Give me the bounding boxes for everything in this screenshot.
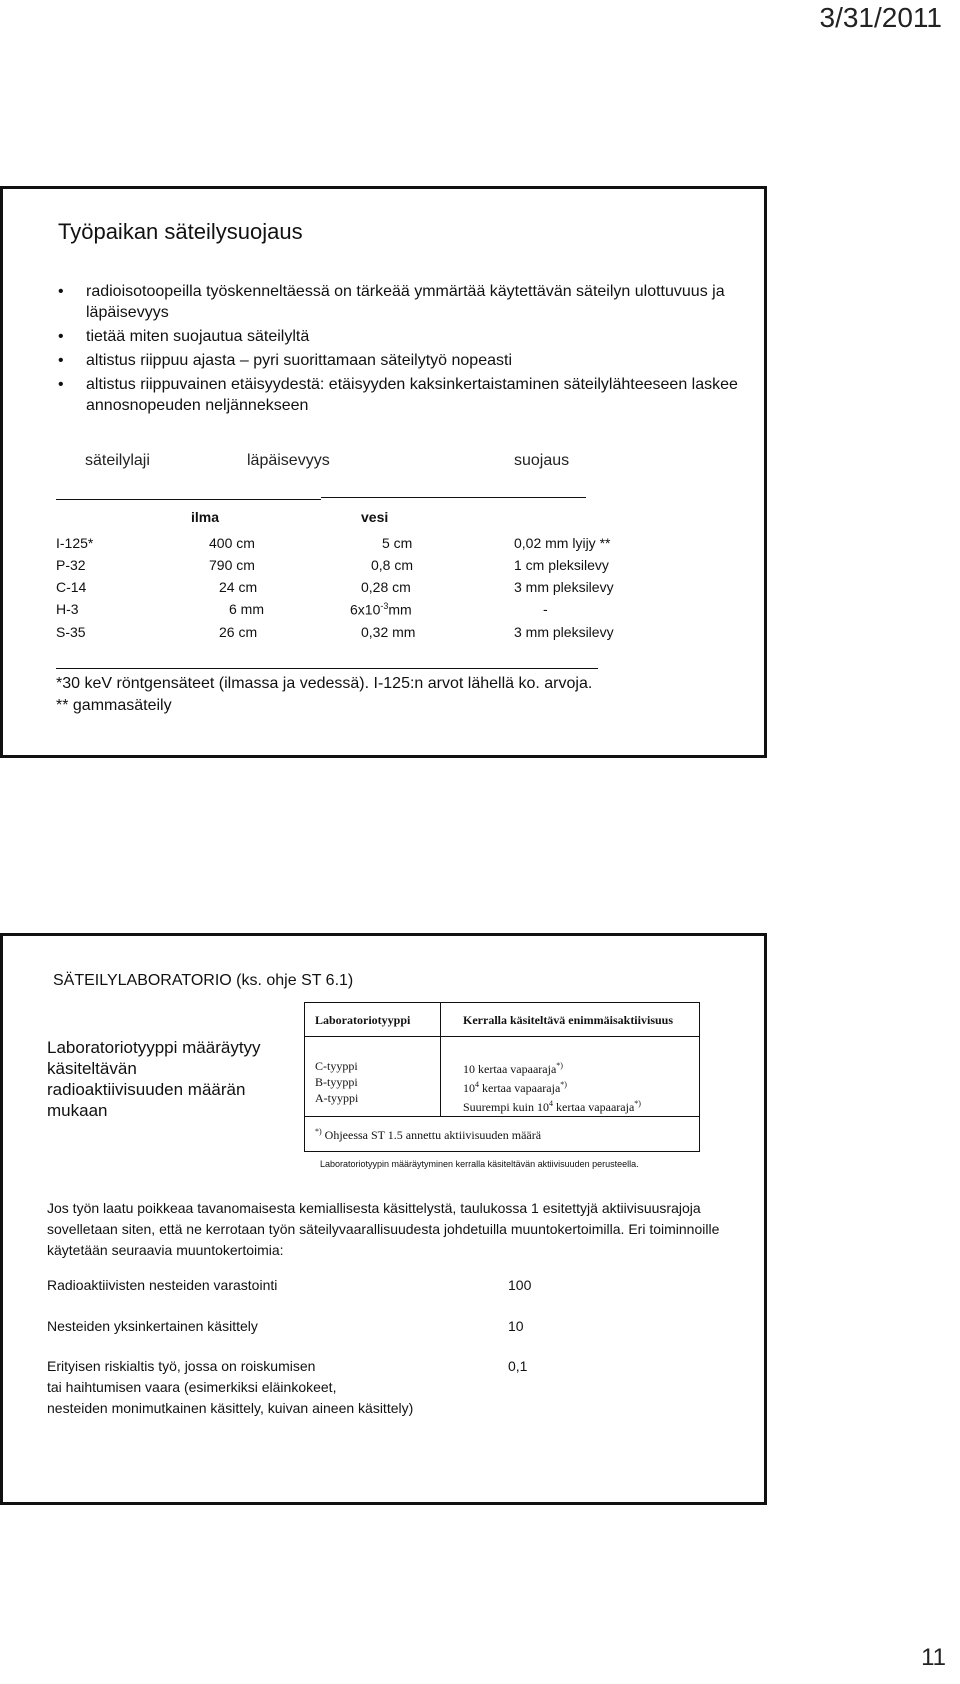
table-rule (305, 1116, 699, 1117)
bullet-item: • tietää miten suojautua säteilyltä (58, 326, 738, 347)
activity-cell: Suurempi kuin $10^4$ kertaa vapaaraja*) (463, 1099, 641, 1114)
cell-water: 0,28 cm (361, 579, 411, 595)
table-caption: Laboratoriotyypin määräytyminen kerralla käsiteltävän aktiivisuuden perusteella. (320, 1159, 639, 1169)
lab-type-cell: B-tyyppi (315, 1075, 358, 1089)
cell-shielding: 3 mm pleksilevy (514, 579, 614, 595)
bullet-item: • altistus riippuu ajasta – pyri suorittamaan säteilytyö nopeasti (58, 350, 738, 371)
cell-isotope: I-125* (56, 535, 94, 551)
lab-type-description: Laboratoriotyyppi määräytyy käsiteltävän radioaktiivisuuden määrän mukaan (47, 1038, 261, 1120)
bullet-item: • altistus riippuvainen etäisyydestä: etäisyyden kaksinkertaistaminen säteilylähteeseen laskee annosnopeuden neljännekseen (58, 374, 738, 416)
factor-value: 10 (508, 1318, 524, 1334)
cell-water: $6x10^{-3}mm$ (350, 601, 412, 618)
cell-water: 0,32 mm (361, 624, 416, 640)
factor-label: Erityisen riskialtis työ, jossa on roiskumisen tai haihtumisen vaara (esimerkiksi eläinkokeet, nesteiden monimutkainen käsittely, kuivan aineen käsittely) (47, 1358, 414, 1416)
table-rule (56, 499, 321, 500)
factor-label: Radioaktiivisten nesteiden varastointi (47, 1277, 278, 1293)
activity-list (463, 1058, 641, 1115)
col-header-type: säteilylaji (85, 452, 150, 469)
footnote: ** gammasäteily (56, 697, 172, 714)
cell-isotope: P-32 (56, 557, 86, 573)
col-header-penetration: läpäisevyys (247, 452, 330, 469)
lab-type-cell: A-tyyppi (315, 1091, 359, 1105)
paragraph: Jos työn laatu poikkeaa tavanomaisesta kemiallisesta käsittelystä, taulukossa 1 esitettyjä aktiivisuusrajoja sovelletaan siten, että ne kerrotaan työn säteilyvaarallisuudesta johdetuilla muuntokertoimilla. Eri toiminnoille käytetään seuraavia muuntokertoimia: (47, 1200, 720, 1258)
cell-shielding: - (543, 601, 548, 617)
factor-label: Nesteiden yksinkertainen käsittely (47, 1318, 258, 1334)
slide-title: SÄTEILYLABORATORIO (ks. ohje ST 6.1) (53, 972, 354, 989)
cell-air: 790 cm (209, 557, 255, 573)
lab-type-cell: C-tyyppi (315, 1059, 358, 1073)
activity-cell: 10 kertaa vapaaraja*) (463, 1061, 563, 1076)
lab-type-list (315, 1058, 358, 1106)
col-header-shielding: suojaus (514, 452, 570, 469)
subheader-water: vesi (361, 509, 389, 525)
col-header-max-activity: Kerralla käsiteltävä enimmäisaktiivisuus (463, 1013, 673, 1027)
footnote: *30 keV röntgensäteet (ilmassa ja vedessä). I-125:n arvot lähellä ko. arvoja. (56, 675, 593, 692)
activity-cell: $10^4$ kertaa vapaaraja*) (463, 1080, 567, 1095)
cell-air: 26 cm (219, 624, 258, 640)
table-divider (440, 1003, 441, 1116)
lab-type-table (304, 1002, 700, 1152)
table-rule (305, 1036, 699, 1037)
cell-shielding: 1 cm pleksilevy (514, 557, 609, 573)
cell-shielding: 0,02 mm lyijy ** (514, 535, 611, 551)
cell-air: 400 cm (209, 535, 255, 551)
cell-air: 6 mm (229, 601, 264, 617)
col-header-lab-type: Laboratoriotyyppi (315, 1013, 411, 1027)
table-rule (56, 668, 598, 669)
bullet-list (58, 281, 738, 419)
table-footnote: *) Ohjeessa ST 1.5 annettu aktiivisuuden määrä (315, 1127, 542, 1142)
table-rule (321, 497, 586, 498)
cell-water: 0,8 cm (371, 557, 414, 573)
cell-isotope: S-35 (56, 624, 86, 640)
cell-air: 24 cm (219, 579, 258, 595)
cell-shielding: 3 mm pleksilevy (514, 624, 614, 640)
document-date: 3/31/2011 (819, 2, 942, 33)
slide-title: Työpaikan säteilysuojaus (58, 219, 303, 244)
cell-isotope: H-3 (56, 601, 79, 617)
cell-isotope: C-14 (56, 579, 87, 595)
factor-value: 100 (508, 1277, 532, 1293)
slide-radiation-protection (0, 186, 767, 758)
subheader-air: ilma (191, 509, 220, 525)
factor-value: 0,1 (508, 1358, 528, 1374)
cell-water: 5 cm (382, 535, 413, 551)
bullet-item: • radioisotoopeilla työskenneltäessä on tärkeää ymmärtää käytettävän säteilyn ulottuvuus ja läpäisevyys (58, 281, 738, 323)
slide-radiation-laboratory (0, 933, 767, 1505)
page-number: 11 (921, 1644, 946, 1671)
